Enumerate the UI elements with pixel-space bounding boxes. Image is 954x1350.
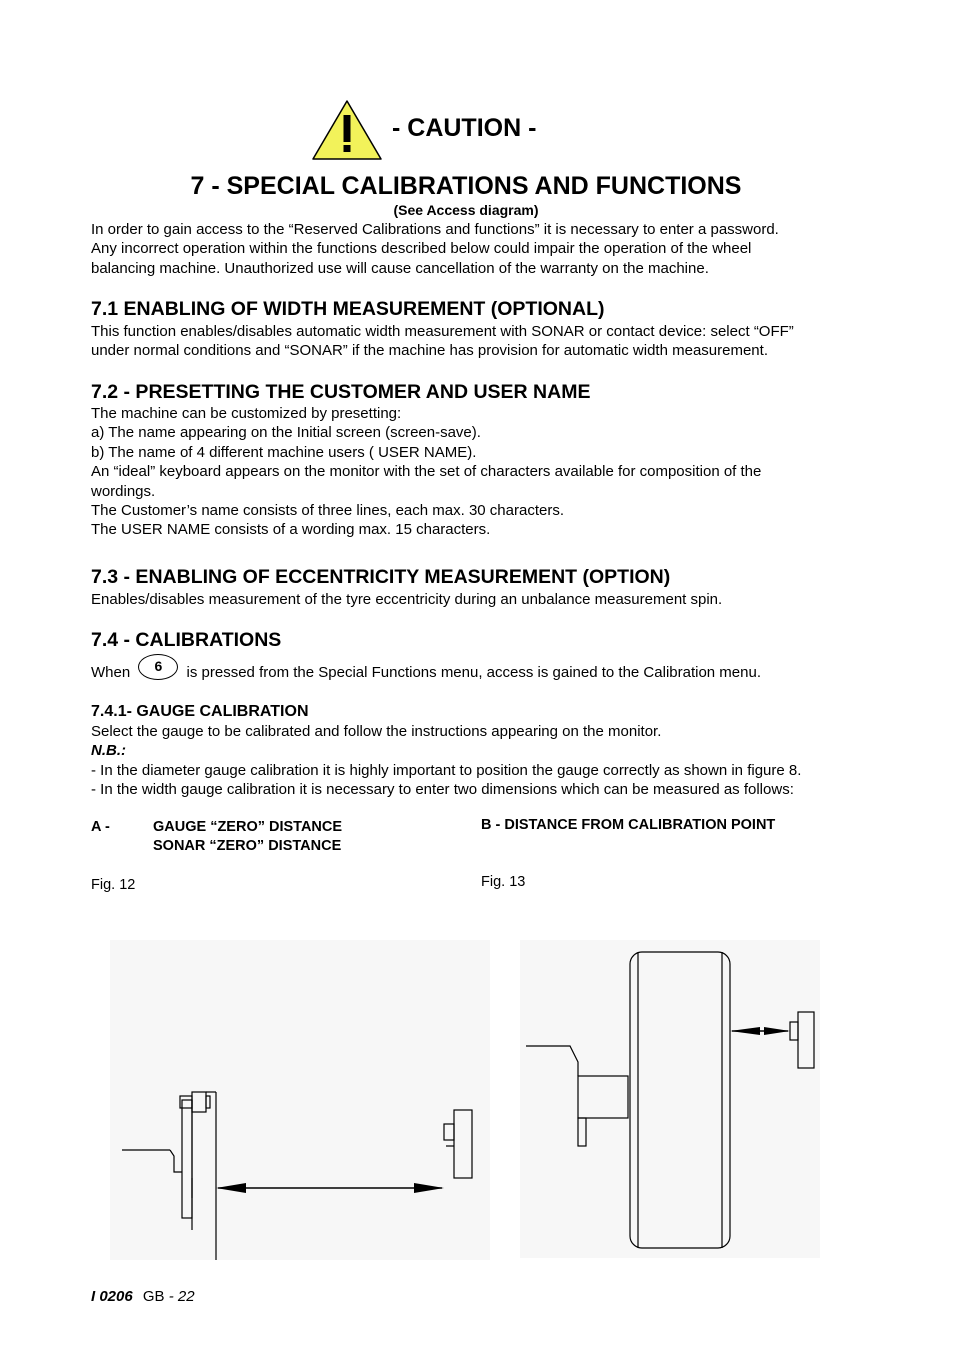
calibration-point-distance-figure (520, 940, 820, 1258)
page-subtitle: (See Access diagram) (393, 202, 539, 218)
section-7-3-text (91, 590, 851, 609)
fig-b-label: B - DISTANCE FROM CALIBRATION POINT (481, 817, 776, 833)
document-code: I 0206 (91, 1288, 133, 1305)
fig-a-line1: GAUGE “ZERO” DISTANCE (153, 819, 343, 835)
text-fragment: When (91, 663, 131, 681)
section-7-3-heading: 7.3 - ENABLING OF ECCENTRICITY MEASUREMENT (OPTION) (91, 566, 671, 588)
section-7-2-heading: 7.2 - PRESETTING THE CUSTOMER AND USER NAME (91, 381, 591, 403)
page-number: - 22 (168, 1288, 195, 1305)
text-line: The USER NAME consists of a wording max. 15 characters. (91, 521, 491, 539)
text-line: An “ideal” keyboard appears on the monitor with the set of characters available for composition of the (91, 463, 762, 481)
text-line: Select the gauge to be calibrated and follow the instructions appearing on the monitor. (91, 723, 662, 740)
intro-line: balancing machine. Unauthorized use will cause cancellation of the warranty on the machine. (91, 259, 709, 277)
fig-13-caption: Fig. 13 (481, 874, 526, 890)
intro-line: In order to gain access to the “Reserved Calibrations and functions” it is necessary to enter a password. (91, 221, 779, 238)
text-line: b) The name of 4 different machine users ( USER NAME). (91, 443, 477, 461)
text-line: - In the width gauge calibration it is necessary to enter two dimensions which can be measured as follows: (91, 781, 794, 799)
page-title: 7 - SPECIAL CALIBRATIONS AND FUNCTIONS (190, 172, 742, 200)
warning-triangle-icon (310, 98, 384, 162)
fig-a-prefix: A - (91, 819, 110, 835)
gauge-zero-distance-figure (110, 940, 490, 1260)
section-7-4-1-heading: 7.4.1- GAUGE CALIBRATION (91, 703, 309, 720)
text-line: Enables/disables measurement of the tyre eccentricity during an unbalance measurement spin. (91, 591, 723, 608)
intro-line: Any incorrect operation within the functions described below could impair the operation of the wheel (91, 240, 752, 258)
text-line: a) The name appearing on the Initial screen (screen-save). (91, 424, 481, 442)
intro-paragraph (91, 220, 851, 278)
nb-label: N.B.: (91, 742, 126, 760)
section-7-4-text (91, 660, 851, 686)
text-line: This function enables/disables automatic width measurement with SONAR or contact device: select “OFF” (91, 323, 794, 340)
fig-a-line2: SONAR “ZERO” DISTANCE (153, 838, 342, 854)
text-line: - In the diameter gauge calibration it is highly important to position the gauge correctly as shown in figure 8. (91, 761, 802, 779)
section-7-2-text (91, 404, 851, 540)
text-line: under normal conditions and “SONAR” if the machine has provision for automatic width measurement. (91, 342, 768, 360)
text-line: The Customer’s name consists of three lines, each max. 30 characters. (91, 502, 564, 520)
text-line: wordings. (91, 482, 156, 500)
caution-heading: - CAUTION - (392, 114, 537, 142)
language-code: GB (142, 1288, 165, 1305)
text-fragment: is pressed from the Special Functions menu, access is gained to the Calibration menu. (186, 663, 761, 681)
text-line: The machine can be customized by presetting: (91, 405, 402, 422)
fig-12-caption: Fig. 12 (91, 877, 136, 893)
section-7-1-heading: 7.1 ENABLING OF WIDTH MEASUREMENT (OPTIONAL) (91, 298, 605, 320)
section-7-4-heading: 7.4 - CALIBRATIONS (91, 629, 282, 651)
page-footer (91, 1288, 195, 1305)
section-7-1-text (91, 322, 851, 361)
section-7-4-1-text (91, 722, 851, 800)
key-6-icon: 6 (138, 654, 178, 680)
